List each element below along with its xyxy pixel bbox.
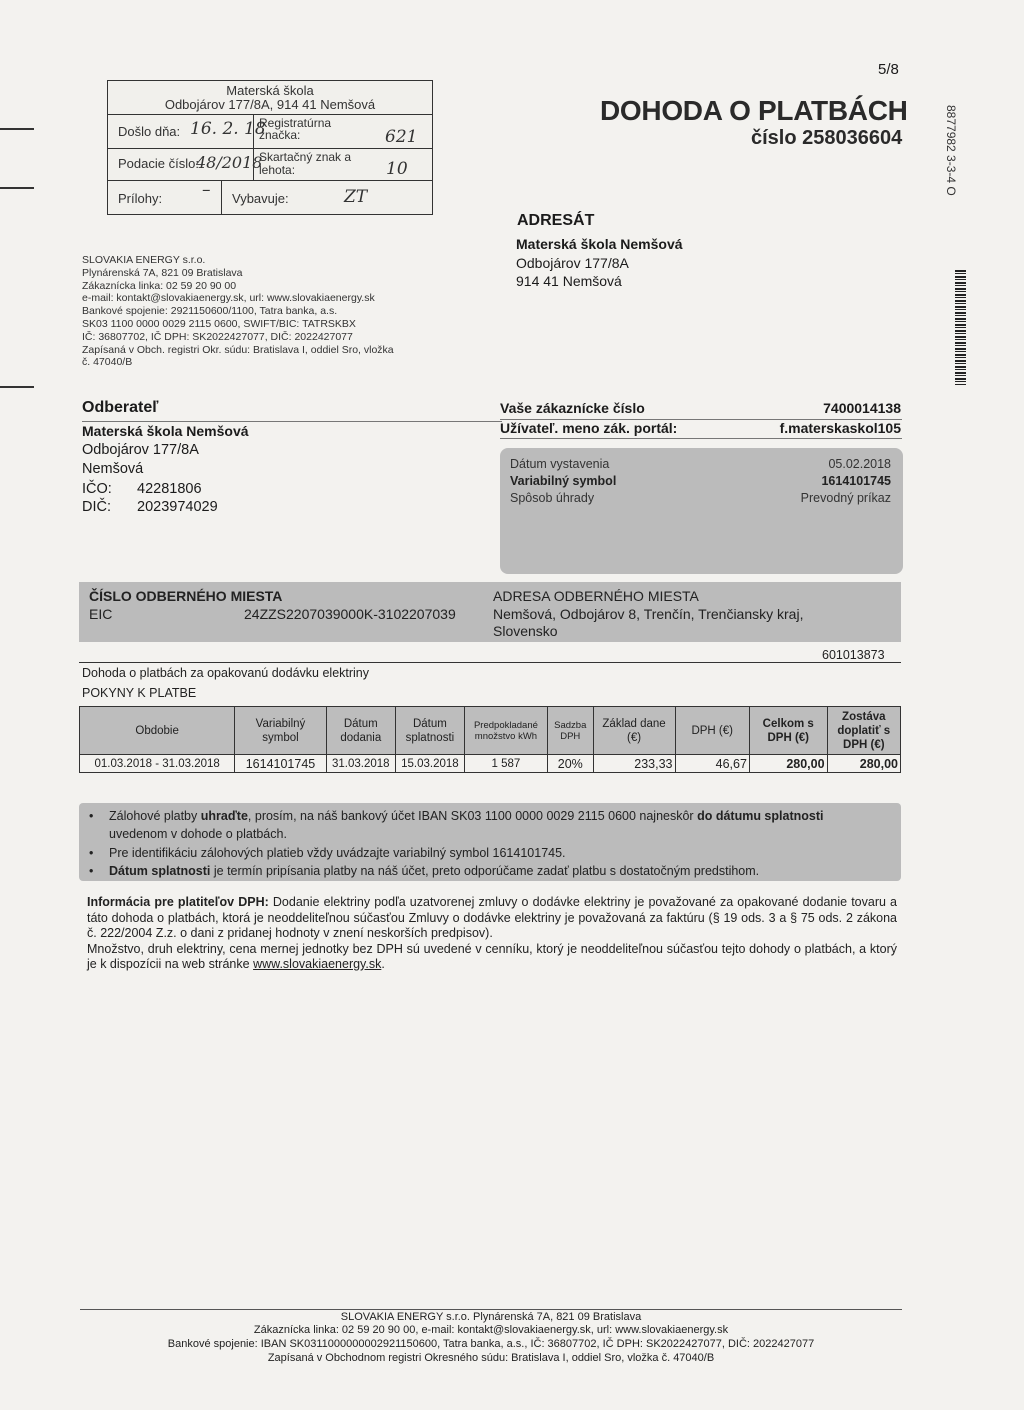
binder-mark [0, 187, 34, 189]
table-cell: 01.03.2018 - 31.03.2018 [80, 755, 235, 773]
stamp-podacie-value: 48/2018 [196, 153, 263, 172]
registry-stamp [107, 80, 433, 215]
footer-line: Bankové spojenie: IBAN SK0311000000002921150600, Tatra banka, a.s., IČ: 36807702, IČ DPH: SK2022427077, DIČ: 2022427077 [167, 1338, 815, 1350]
table-header: Zostáva doplatiť s DPH (€) [827, 707, 900, 755]
supply-point-box [79, 582, 901, 642]
footer-line: Zapísaná v Obchodnom registri Okresného súdu: Bratislava I, oddiel Sro, vložka č. 47040/B [267, 1352, 715, 1364]
eic-label: EIC [89, 606, 113, 622]
table-header: Predpokladané množstvo kWh [464, 707, 547, 755]
username-value: f.materskaskol105 [779, 420, 901, 436]
footer-divider [80, 1309, 902, 1310]
payment-notes [79, 803, 901, 881]
customer-name: Materská škola Nemšová [82, 423, 249, 439]
note-item: • Dátum splatnosti je termín pripísania platby na náš účet, preto odporúčame zadať platbu s dostatočným predstihom. [89, 864, 760, 878]
table-cell: 1 587 [464, 755, 547, 773]
stamp-vybavuje-label: Vybavuje: [232, 191, 289, 206]
table-cell: 280,00 [749, 755, 827, 773]
stamp-reg-value: 621 [385, 127, 418, 147]
table-cell: 15.03.2018 [395, 755, 464, 773]
note-continuation: uvedenom v dohode o platbách. [109, 827, 287, 841]
sender-line: e-mail: kontakt@slovakiaenergy.sk, url: www.slovakiaenergy.sk [82, 292, 375, 305]
sender-line: Plynárenská 7A, 821 09 Bratislava [82, 266, 243, 279]
supply-address-line1: Nemšová, Odbojárov 8, Trenčín, Trenčiansky kraj, [493, 606, 804, 622]
table-header: Sadzba DPH [547, 707, 593, 755]
table-header: Dátum splatnosti [395, 707, 464, 755]
page-number: 5/8 [878, 61, 899, 78]
stamp-doslo-label: Došlo dňa: [118, 124, 181, 139]
payment-method-label: Spôsob úhrady [510, 491, 595, 505]
sender-line: č. 47040/B [82, 356, 133, 369]
variable-symbol-value: 1614101745 [821, 474, 891, 488]
table-cell: 31.03.2018 [326, 755, 395, 773]
username-label: Užívateľ. meno zák. portál: [500, 420, 678, 436]
vat-info-text: Množstvo, druh elektriny, cena mernej jednotky bez DPH sú uvedené v cenníku, ktorý je neoddeliteľnou súčasťou tejto dohody o platbách, a ktorý je k dispozícii na web stránke [87, 941, 897, 971]
stamp-reg-label: Registratúrna značka: [259, 116, 332, 142]
ico-label: IČO: [82, 481, 112, 497]
table-cell: 1614101745 [235, 755, 326, 773]
stamp-skart-label: Skartačný znak a lehota: [259, 150, 352, 177]
issue-date-label: Dátum vystavenia [510, 457, 610, 471]
issue-date-value: 05.02.2018 [828, 457, 891, 471]
vat-info-end: . [381, 957, 385, 971]
stamp-org: Materská škola [226, 83, 314, 98]
note-bold: do dátumu splatnosti [697, 809, 824, 823]
stamp-podacie-label: Podacie číslo: [118, 156, 199, 171]
stamp-vybavuje-value: ZT [344, 187, 368, 207]
table-header-row [80, 707, 901, 755]
sender-line: Bankové spojenie: 2921150600/1100, Tatra banka, a.s. [82, 305, 338, 318]
payment-table [79, 706, 901, 773]
stamp-doslo-value: 16. 2. 18 [190, 119, 266, 139]
eic-value: 24ZZS2207039000K-3102207039 [244, 606, 456, 622]
instructions-label: POKYNY K PLATBE [82, 686, 197, 700]
website-link[interactable]: www.slovakiaenergy.sk [253, 957, 382, 971]
binder-mark [0, 128, 34, 130]
table-header: Dátum dodania [326, 707, 395, 755]
addressee-label: ADRESÁT [517, 212, 595, 229]
dic-label: DIČ: [82, 499, 111, 515]
note-text: Zálohové platby [109, 809, 201, 823]
vat-info-text: Dodanie elektriny podľa uzatvorenej zmluvy o dodávke elektriny je považované za opakované dodanie tovaru a táto dohoda o platbách, ktorá je neoddeliteľnou súčasťou Zmluvy o dodávke elektriny je považovaná za faktúru (§ 19 ods. 3 a § 75 ods. 2 zákona č. 222/2004 Z.z. o dani z pridanej hodnoty v znení neskorších predpisov). [87, 895, 897, 940]
supply-point-number-label: ČÍSLO ODBERNÉHO MIESTA [89, 588, 283, 604]
note-item: • Pre identifikáciu zálohových platieb vždy uvádzajte variabilný symbol 1614101745. [89, 846, 566, 860]
addressee-line1: Odbojárov 177/8A [516, 255, 629, 271]
footer-line: SLOVAKIA ENERGY s.r.o. Plynárenská 7A, 821 09 Bratislava [340, 1311, 642, 1323]
customer-number-value: 7400014138 [823, 400, 901, 416]
stamp-prilohy-value: – [202, 180, 211, 200]
stamp-address: Odbojárov 177/8A, 914 41 Nemšová [164, 97, 376, 112]
dic-value: 2023974029 [137, 499, 218, 515]
sender-line: Zákaznícka linka: 02 59 20 90 00 [82, 279, 237, 292]
sender-line: SK03 1100 0000 0029 2115 0600, SWIFT/BIC: TATRSKBX [82, 317, 356, 330]
stamp-prilohy-label: Prílohy: [118, 191, 163, 206]
table-header: Celkom s DPH (€) [749, 707, 827, 755]
addressee-name: Materská škola Nemšová [516, 236, 683, 252]
customer-city: Nemšová [82, 461, 144, 477]
table-cell: 46,67 [675, 755, 749, 773]
table-cell: 20% [547, 755, 593, 773]
table-header: Obdobie [80, 707, 235, 755]
sender-line: Zapísaná v Obch. registri Okr. súdu: Bratislava I, oddiel Sro, vložka [82, 343, 394, 356]
customer-section-label: Odberateľ [82, 399, 159, 416]
vat-info-label: Informácia pre platiteľov DPH: [87, 895, 269, 909]
note-bold: uhraďte [200, 809, 248, 823]
note-text: je termín pripísania platby na náš účet, preto odporúčame zadať platbu s dostatočným predstihom. [210, 864, 760, 878]
barcode-icon [955, 270, 966, 385]
table-header: DPH (€) [675, 707, 749, 755]
note-text: , prosím, na náš bankový účet IBAN SK03 1100 0000 0029 2115 0600 najneskôr [247, 809, 698, 823]
note-text: Pre identifikáciu zálohových platieb vždy uvádzajte variabilný symbol 1614101745. [109, 846, 566, 860]
footer-line: Zákaznícka linka: 02 59 20 90 00, e-mail: kontakt@slovakiaenergy.sk, url: www.slovakiaenergy.sk [253, 1324, 729, 1336]
side-code: 8877982 3-3-4 O [944, 105, 958, 196]
stamp-skart-value: 10 [386, 159, 408, 179]
table-cell: 280,00 [827, 755, 900, 773]
sender-line: IČ: 36807702, IČ DPH: SK2022427077, DIČ: 2022427077 [82, 330, 353, 343]
customer-street: Odbojárov 177/8A [82, 442, 199, 458]
supply-address-line2: Slovensko [493, 623, 558, 639]
payment-info-box [500, 448, 903, 574]
variable-symbol-label: Variabilný symbol [510, 474, 617, 488]
note-bold: Dátum splatnosti [109, 864, 211, 878]
table-cell: 233,33 [593, 755, 675, 773]
table-header: Variabilný symbol [235, 707, 326, 755]
addressee-line2: 914 41 Nemšová [516, 273, 622, 289]
binder-mark [0, 386, 34, 388]
supply-point-code: 601013873 [822, 648, 885, 662]
note-item: • Zálohové platby uhraďte, prosím, na náš bankový účet IBAN SK03 1100 0000 0029 2115 0600 najneskôr do dátumu splatnosti [89, 809, 824, 823]
sender-line: SLOVAKIA ENERGY s.r.o. [82, 254, 206, 266]
table-row [80, 755, 901, 773]
document-number: číslo 258036604 [751, 127, 903, 149]
vat-info [87, 895, 897, 973]
supply-address-label: ADRESA ODBERNÉHO MIESTA [493, 588, 699, 604]
table-header: Základ dane (€) [593, 707, 675, 755]
document-title: DOHODA O PLATBÁCH [600, 95, 908, 126]
customer-number-label: Vaše zákaznícke číslo [500, 400, 645, 416]
ico-value: 42281806 [137, 481, 202, 497]
payment-method-value: Prevodný príkaz [800, 491, 891, 505]
agreement-text: Dohoda o platbách za opakovanú dodávku elektriny [82, 666, 370, 680]
sender-block [82, 254, 394, 369]
